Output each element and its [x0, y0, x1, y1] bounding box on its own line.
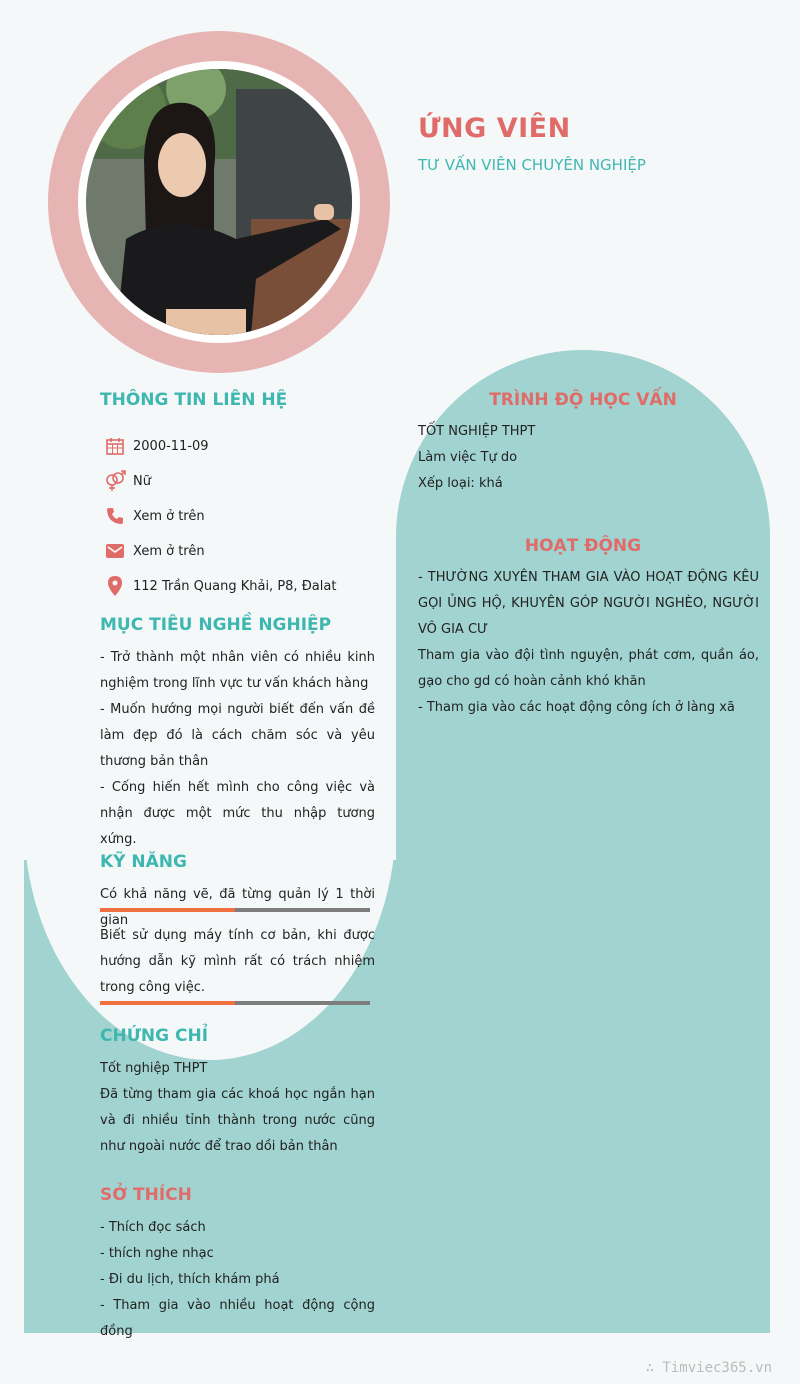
dob-value: 2000-11-09	[133, 438, 209, 454]
contact-dob	[104, 435, 209, 457]
contact-email	[104, 540, 205, 562]
email-value: Xem ở trên	[133, 543, 205, 559]
objective-text	[100, 645, 375, 853]
calendar-icon	[104, 435, 126, 457]
activities-title: HOẠT ĐỘNG	[524, 536, 642, 556]
contact-title: THÔNG TIN LIÊN HỆ	[100, 390, 288, 410]
address-value: 112 Trần Quang Khải, P8, Đalat	[133, 578, 337, 594]
education-line: Làm việc Tự do	[418, 450, 518, 465]
certificates-text	[100, 1056, 375, 1160]
education-line: TỐT NGHIỆP THPT	[418, 424, 536, 439]
activities-text	[418, 565, 759, 721]
activity-line: - THƯỜNG XUYÊN THAM GIA VÀO HOẠT ĐỘNG KÊU GỌI ỦNG HỘ, KHUYÊN GÓP NGƯỜI NGHÈO, NGƯỜI VÔ GIA CƯ	[418, 570, 759, 637]
skill-2-bar-fill	[100, 1001, 235, 1005]
certificate-line: Tốt nghiệp THPT	[100, 1061, 208, 1076]
skills-title: KỸ NĂNG	[100, 852, 187, 872]
skill-1-bar	[100, 908, 370, 912]
candidate-role: TƯ VẤN VIÊN CHUYÊN NGHIỆP	[418, 156, 646, 174]
education-title: TRÌNH ĐỘ HỌC VẤN	[489, 390, 677, 410]
avatar	[86, 69, 352, 335]
gender-value: Nữ	[133, 473, 151, 489]
education-text	[418, 419, 759, 497]
contact-phone	[104, 505, 205, 527]
education-line: Xếp loại: khá	[418, 476, 503, 491]
skill-1-bar-fill	[100, 908, 235, 912]
location-icon	[104, 575, 126, 597]
activity-line: Tham gia vào đội tình nguyện, phát cơm, quần áo, gạo cho gd có hoàn cảnh khó khăn	[418, 648, 759, 689]
objective-line: - Trở thành một nhân viên có nhiều kinh nghiệm trong lĩnh vực tư vấn khách hàng	[100, 650, 375, 691]
gender-icon	[104, 470, 126, 492]
phone-value: Xem ở trên	[133, 508, 205, 524]
certificates-title: CHỨNG CHỈ	[100, 1026, 209, 1046]
objective-title: MỤC TIÊU NGHỀ NGHIỆP	[100, 615, 332, 635]
objective-line: - Muốn hướng mọi người biết đến vấn đề làm đẹp đó là cách chăm sóc và yêu thương bản thân	[100, 702, 375, 769]
teal-panel-arch	[396, 350, 770, 1333]
contact-address	[104, 575, 336, 597]
skill-2-bar	[100, 1001, 370, 1005]
phone-icon	[104, 505, 126, 527]
hobby-line: - Tham gia vào nhiều hoạt động cộng đồng	[100, 1298, 375, 1339]
email-icon	[104, 540, 126, 562]
activity-line: - Tham gia vào các hoạt động công ích ở làng xã	[418, 700, 735, 715]
hobby-line: - Đi du lịch, thích khám phá	[100, 1272, 280, 1287]
footer-brand: ∴ Timviec365.vn	[645, 1360, 772, 1376]
hobby-line: - Thích đọc sách	[100, 1220, 206, 1235]
hobby-line: - thích nghe nhạc	[100, 1246, 214, 1261]
certificate-line: Đã từng tham gia các khoá học ngắn hạn và đi nhiều tỉnh thành trong nước cũng như ngoài nước để trao dồi bản thân	[100, 1087, 375, 1154]
skill-1-text: Có khả năng vẽ, đã từng quản lý 1 thời gian	[100, 887, 375, 928]
contact-gender	[104, 470, 151, 492]
hobbies-title: SỞ THÍCH	[100, 1185, 192, 1205]
hobbies-text	[100, 1215, 375, 1345]
candidate-name: ỨNG VIÊN	[418, 113, 571, 144]
skill-2-text: Biết sử dụng máy tính cơ bản, khi được hướng dẫn kỹ mình rất có trách nhiệm trong công việc.	[100, 928, 375, 995]
objective-line: - Cống hiến hết mình cho công việc và nhận được một mức thu nhập tương xứng.	[100, 780, 375, 847]
